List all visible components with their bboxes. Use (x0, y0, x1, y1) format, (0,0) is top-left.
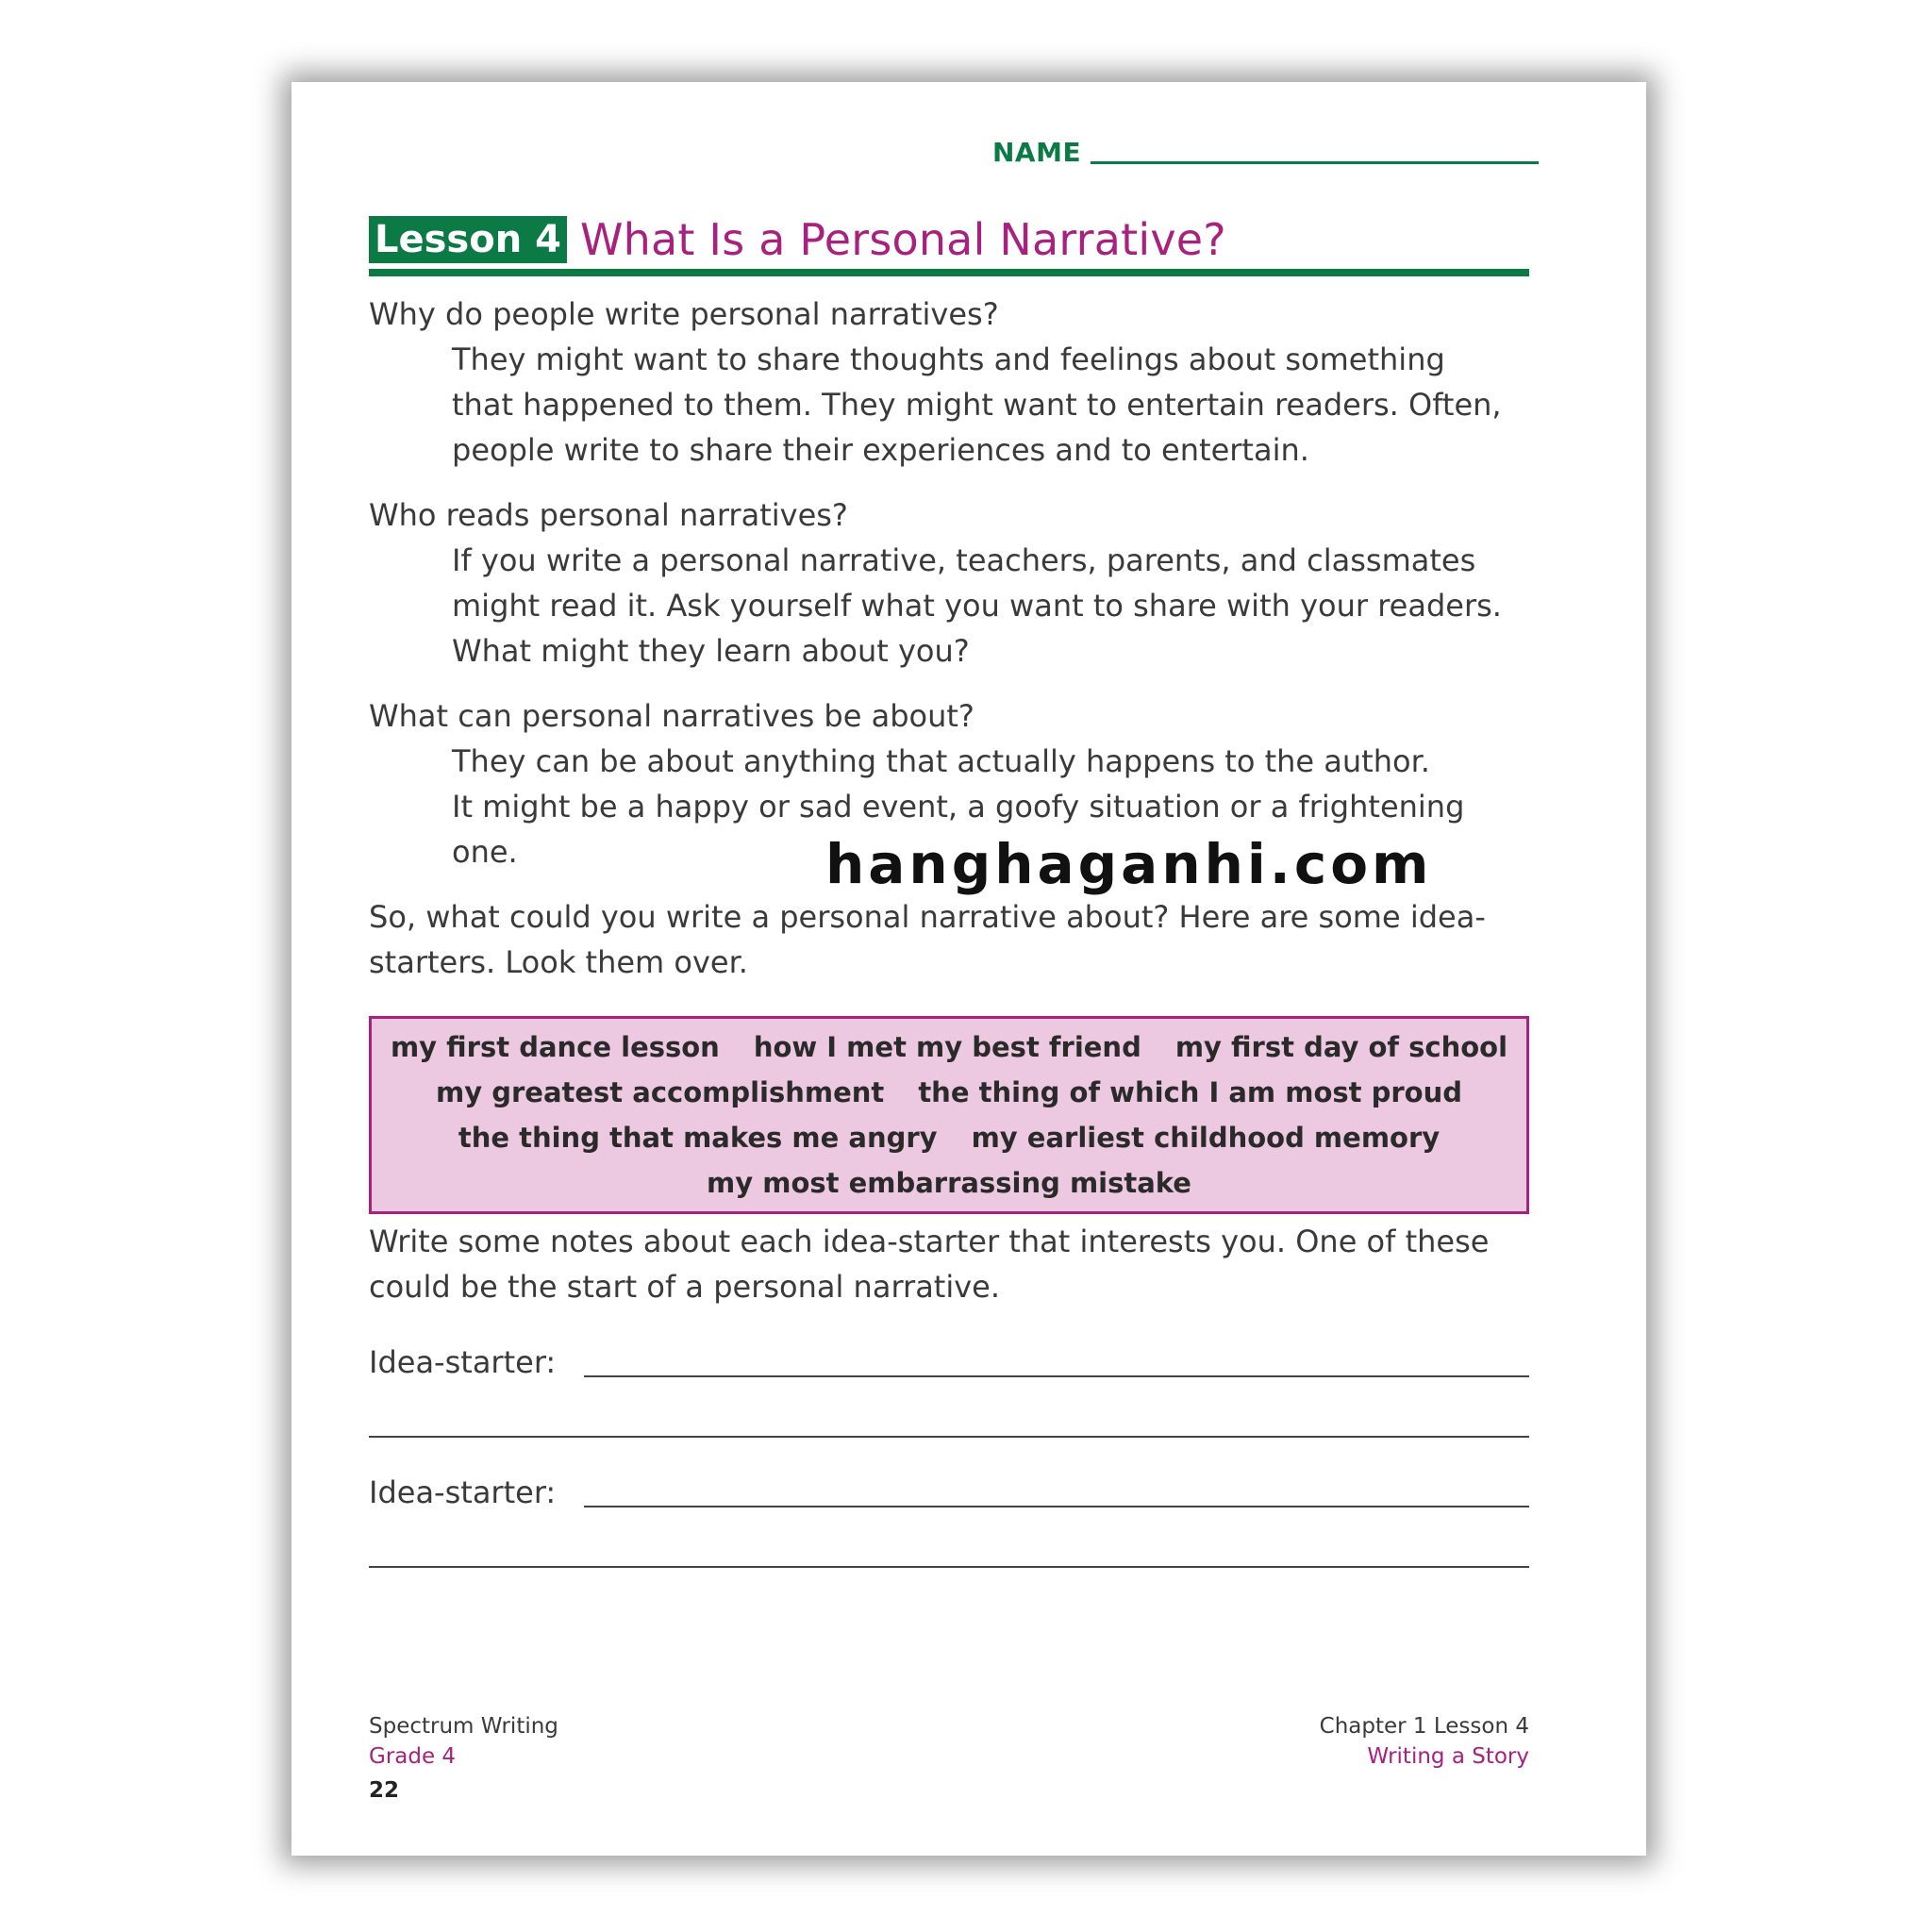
question: Why do people write personal narratives? (369, 296, 999, 332)
idea-starter-field-2 (369, 1474, 1529, 1511)
write-line[interactable] (584, 1506, 1529, 1507)
prompt-paragraph (369, 894, 1529, 985)
answer-line: What might they learn about you? (452, 633, 970, 669)
name-write-line[interactable] (1091, 161, 1539, 164)
worksheet-page (291, 82, 1646, 1856)
lesson-badge: Lesson 4 (369, 216, 567, 263)
field-label: Idea-starter: (369, 1344, 557, 1380)
idea-starter: my first dance lesson (390, 1031, 720, 1063)
answer-line: people write to share their experiences and to entertain. (452, 432, 1309, 468)
idea-row (391, 1024, 1507, 1070)
answer-line: that happened to them. They might want to entertain readers. Often, (452, 387, 1502, 423)
notes-line: could be the start of a personal narrative. (369, 1269, 1001, 1305)
name-field (992, 137, 1539, 168)
idea-starter: the thing of which I am most proud (918, 1076, 1462, 1108)
field-label: Idea-starter: (369, 1474, 557, 1510)
idea-row (707, 1160, 1191, 1206)
answer-line: one. (452, 834, 518, 870)
watermark: hanghaganhi.com (825, 832, 1433, 896)
footer-right (1320, 1711, 1529, 1772)
idea-starter: my first day of school (1174, 1031, 1508, 1063)
footer-left (369, 1711, 558, 1806)
unit-label: Writing a Story (1367, 1744, 1529, 1769)
name-label: NAME (992, 137, 1082, 168)
idea-starter: the thing that makes me angry (458, 1122, 938, 1154)
idea-row (436, 1070, 1462, 1115)
idea-starter: my greatest accomplishment (436, 1076, 885, 1108)
question: Who reads personal narratives? (369, 497, 848, 533)
answer-line: It might be a happy or sad event, a goofy situation or a frightening (452, 789, 1465, 824)
lesson-title: What Is a Personal Narrative? (579, 214, 1226, 265)
write-line[interactable] (369, 1566, 1529, 1568)
answer-line: They can be about anything that actually happens to the author. (452, 743, 1430, 779)
prompt-line: starters. Look them over. (369, 944, 748, 980)
write-line[interactable] (369, 1436, 1529, 1438)
idea-starters-box (369, 1016, 1529, 1214)
lesson-header (369, 211, 1529, 268)
chapter-label: Chapter 1 Lesson 4 (1319, 1714, 1529, 1739)
page-number: 22 (369, 1778, 400, 1803)
section-who (369, 492, 1529, 674)
header-rule (369, 269, 1529, 276)
question: What can personal narratives be about? (369, 698, 974, 734)
answer-line: might read it. Ask yourself what you want to share with your readers. (452, 588, 1502, 624)
answer-line: If you write a personal narrative, teachers, parents, and classmates (452, 542, 1476, 578)
idea-starter: my earliest childhood memory (971, 1122, 1441, 1154)
notes-line: Write some notes about each idea-starter that interests you. One of these (369, 1224, 1490, 1259)
notes-paragraph (369, 1219, 1529, 1309)
idea-starter: how I met my best friend (753, 1031, 1141, 1063)
grade-label: Grade 4 (369, 1744, 457, 1769)
answer-line: They might want to share thoughts and feelings about something (452, 341, 1445, 377)
book-title: Spectrum Writing (369, 1714, 558, 1739)
idea-row (458, 1115, 1440, 1160)
write-line[interactable] (584, 1375, 1529, 1377)
idea-starter: my most embarrassing mistake (707, 1167, 1191, 1199)
section-why (369, 291, 1529, 473)
idea-starter-field-1 (369, 1343, 1529, 1381)
prompt-line: So, what could you write a personal narrative about? Here are some idea- (369, 899, 1486, 935)
